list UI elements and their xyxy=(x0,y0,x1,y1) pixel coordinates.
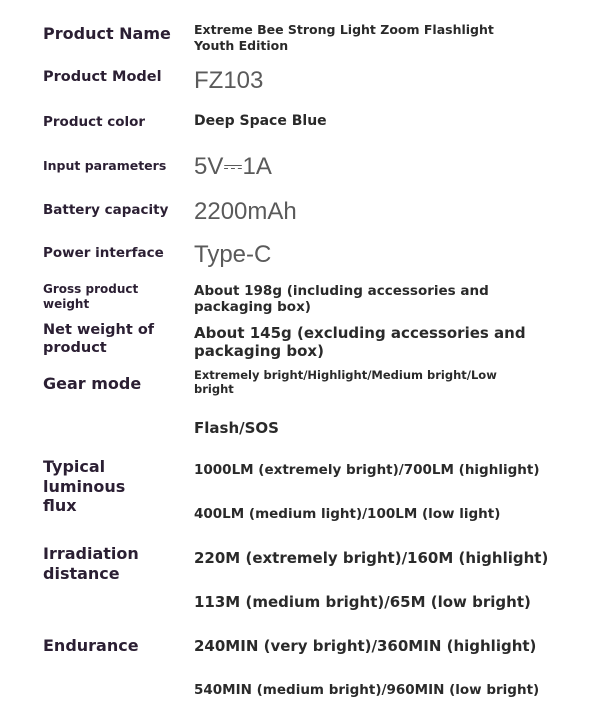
value-irradiation-distance-1: 220M (extremely bright)/160M (highlight) xyxy=(194,549,549,567)
value-battery-capacity: 2200mAh xyxy=(194,198,297,225)
value-endurance-2: 540MIN (medium bright)/960MIN (low bright) xyxy=(194,682,540,698)
value-irradiation-distance-2: 113M (medium bright)/65M (low bright) xyxy=(194,593,531,611)
label-product-model: Product Model xyxy=(43,69,162,85)
label-irradiation-distance: Irradiation distance xyxy=(43,544,139,583)
value-product-name: Extreme Bee Strong Light Zoom Flashlight Youth Edition xyxy=(194,22,494,53)
label-luminous-flux: Typical luminous flux xyxy=(43,457,126,516)
label-endurance: Endurance xyxy=(43,636,139,655)
label-input-parameters: Input parameters xyxy=(43,158,167,173)
value-input-parameters: 5V⎓1A xyxy=(194,153,272,180)
value-luminous-flux-2: 400LM (medium light)/100LM (low light) xyxy=(194,506,501,522)
value-gross-weight: About 198g (including accessories and packaging box) xyxy=(194,283,489,316)
label-power-interface: Power interface xyxy=(43,245,164,261)
value-product-model: FZ103 xyxy=(194,67,264,94)
label-product-name: Product Name xyxy=(43,24,171,43)
value-endurance-1: 240MIN (very bright)/360MIN (highlight) xyxy=(194,637,537,655)
value-product-color: Deep Space Blue xyxy=(194,113,327,129)
label-gross-weight: Gross product weight xyxy=(43,282,139,311)
label-gear-mode: Gear mode xyxy=(43,374,142,393)
value-luminous-flux-1: 1000LM (extremely bright)/700LM (highlight) xyxy=(194,462,540,478)
value-gear-mode-2: Flash/SOS xyxy=(194,419,279,437)
label-product-color: Product color xyxy=(43,114,146,130)
value-net-weight: About 145g (excluding accessories and packaging box) xyxy=(194,324,526,360)
value-gear-mode-1: Extremely bright/Highlight/Medium bright/Low bright xyxy=(194,368,497,396)
label-battery-capacity: Battery capacity xyxy=(43,202,169,218)
value-power-interface: Type-C xyxy=(194,241,272,268)
label-net-weight: Net weight of product xyxy=(43,322,155,356)
